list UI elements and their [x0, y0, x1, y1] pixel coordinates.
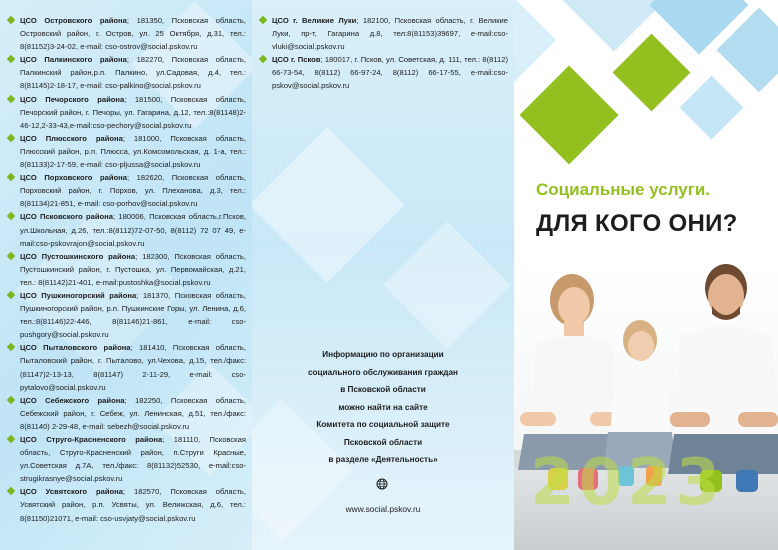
organization-name: ЦСО Островского района: [20, 16, 127, 25]
decor-diamond: [514, 0, 556, 82]
contact-entry: [6, 171, 246, 210]
middle-panel: [252, 0, 514, 550]
organization-name: ЦСО Пустошкинского района: [20, 251, 136, 261]
decor-diamond: [613, 34, 691, 112]
contact-entry: [6, 485, 246, 524]
info-line: социального обслуживания граждан: [308, 367, 458, 377]
decor-diamond: [252, 127, 405, 283]
organization-details: ; 182570, Псковская область, Усвятский район, р.п. Усвяты, ул. Велижская, д.6, тел.: 8(81150)21071, e-mail: cso-usvjaty@social.pskov.ru: [20, 487, 246, 523]
cover-title-line1: Социальные услуги.: [536, 180, 711, 199]
info-line: в разделе «Деятельность»: [328, 455, 438, 464]
decor-diamond: [680, 76, 744, 140]
contact-entry: [6, 93, 246, 132]
contact-entry: [6, 132, 246, 171]
cover-decor: [514, 0, 778, 170]
organization-details: ; 181350, Псковская область, Островский район, г. Остров, ул. 25 Октября, д.31, тел.: 8(81152)3-24-02, e-mail: cso-ostrov@social.pskov.ru: [20, 16, 246, 52]
organization-details: ; 180017, г. Псков, ул. Советская, д. 111, тел.: 8(8112) 66-73-54, 8(8112) 66-97-24, 8(8112) 66-17-55, e-mail:cso-pskov@social.pskov.ru: [272, 55, 508, 91]
organization-details: ; 181370, Псковская область, Пушкиногорский район, р.п. Пушкинские Горы, ул. Ленина, д.6, тел.:8(81146)22-446, 8(81146)21-861, e-mail: cso-pushgory@social.pskov.ru: [20, 290, 246, 340]
contact-entry: [6, 210, 246, 249]
organization-details: ; 181500, Псковская область, Печорский район, г. Печоры, ул. Гагарина, д.12, тел.:8(81148)2-46-12,2-33-43,e-mail:cso-pechory@social.pskov.ru: [20, 94, 246, 130]
contact-entry: [6, 53, 246, 92]
green-diamond-bullet-icon: [7, 435, 15, 443]
organization-details: ; 181410, Псковская область, Пыталовский район, г. Пыталово, ул.Чехова, д.15, тел./факс: (81147)2-13-13, 8(81147) 2-11-29, e-mail: cso-pytalovo@social.pskov.ru: [20, 343, 246, 392]
organization-name: ЦСО Порховского района: [20, 173, 127, 183]
cover-title-line2: ДЛЯ КОГО ОНИ?: [536, 210, 738, 237]
contacts-list-middle: [258, 14, 508, 93]
green-diamond-bullet-icon: [259, 16, 267, 24]
left-panel: [0, 0, 252, 550]
organization-details: ; 182300, Псковская область, Пустошкинский район, г. Пустошка, ул. Первомайская, д.21, тел.: 8(81142)21-401, e-mail:pustoshka@social.pskov.ru: [20, 251, 246, 287]
contact-entry: [6, 14, 246, 53]
organization-name: ЦСО Печорского района: [20, 94, 125, 104]
contact-entry: [6, 394, 246, 433]
green-diamond-bullet-icon: [7, 95, 15, 103]
contact-entry: [258, 14, 508, 53]
info-line: в Псковской области: [340, 385, 426, 394]
info-line: Комитета по социальной защите: [316, 420, 450, 429]
organization-details: ; 182250, Псковская область, Себежский район, г. Себеж, ул. Ленинская, д.51, тел./факс: 8(81140) 2-29-48, e-mail: sebezh@social.pskov.ru: [20, 395, 246, 431]
info-line: можно найти на сайте: [338, 402, 428, 412]
green-diamond-bullet-icon: [7, 55, 15, 63]
info-line: Информацию по организации: [322, 350, 444, 359]
organization-details: ; 181000, Псковская область, Плюсский район, р.п. Плюсса, ул.Комсомольская, д. 1-а, тел.: 8(81133)2-17-59, e-mail: cso-pljussa@social.pskov.ru: [20, 133, 246, 170]
green-diamond-bullet-icon: [7, 396, 15, 404]
organization-name: ЦСО Плюсского района: [20, 133, 123, 143]
decor-diamond: [383, 221, 510, 348]
info-block: [252, 346, 514, 469]
info-line: Псковской области: [343, 437, 423, 447]
organization-details: ; 180006, Псковская область,г.Псков, ул.Школьная, д.26, тел.:8(8112)72-07-50, 8(8112) 72 07 49, e-mail:cso-pskovrajon@social.pskov.ru: [20, 212, 246, 248]
organization-name: ЦСО Себежского района: [20, 395, 125, 405]
contact-entry: [6, 341, 246, 393]
organization-name: ЦСО Палкинского района: [20, 55, 127, 65]
green-diamond-bullet-icon: [7, 212, 15, 220]
organization-name: ЦСО г. Псков: [272, 55, 321, 65]
green-diamond-bullet-icon: [7, 291, 15, 299]
organization-name: ЦСО Пушкиногорский района: [20, 290, 137, 300]
cover-panel: [514, 0, 778, 550]
green-diamond-bullet-icon: [259, 55, 267, 63]
organization-details: ; 181110, Псковская область, Струго-Красненский район, п.Струги Красные, ул.Советская д.7А, тел./факс: 8(81132)52530, e-mail:cso-strugikrasnye@social.pskov.ru: [20, 435, 246, 484]
website-link[interactable]: www.social.pskov.ru: [345, 504, 421, 514]
green-diamond-bullet-icon: [7, 487, 15, 495]
organization-details: ; 182270, Псковская область, Палкинский район,р.п. Палкино, ул.Садовая, д.4, тел.: 8(81145)2-18-17, e-mail: cso-palkino@social.pskov.ru: [20, 55, 246, 91]
contact-entry: [6, 250, 246, 289]
contact-entry: [6, 289, 246, 341]
globe-icon: [376, 478, 388, 490]
decor-diamond: [520, 66, 619, 165]
organization-name: ЦСО Усвятского района: [20, 487, 123, 497]
green-diamond-bullet-icon: [7, 343, 15, 351]
contact-entry: [258, 53, 508, 92]
green-diamond-bullet-icon: [7, 173, 15, 181]
green-diamond-bullet-icon: [7, 16, 15, 24]
organization-name: ЦСО г. Великие Луки: [272, 16, 357, 25]
contact-entry: [6, 433, 246, 485]
cover-year: 2023: [530, 446, 725, 520]
organization-details: ; 182620, Псковская область, Порховский район, г. Порхов, ул. Плеханова, д.3, тел.: 8(81134)21-851, e-mail: cso-porhov@social.pskov.ru: [20, 173, 246, 209]
organization-details: ; 182100, Псковская область, г. Великие Луки, пр-т, Гагарина д.8, тел:8(81153)39697, e-mail:cso-vluki@social.pskov.ru: [272, 16, 508, 52]
organization-name: ЦСО Струго-Красненского района: [20, 435, 163, 444]
organization-name: ЦСО Пыталовского района: [20, 343, 131, 353]
green-diamond-bullet-icon: [7, 252, 15, 260]
organization-name: ЦСО Псковского района: [20, 212, 113, 222]
green-diamond-bullet-icon: [7, 134, 15, 142]
contacts-list-left: [6, 14, 246, 525]
